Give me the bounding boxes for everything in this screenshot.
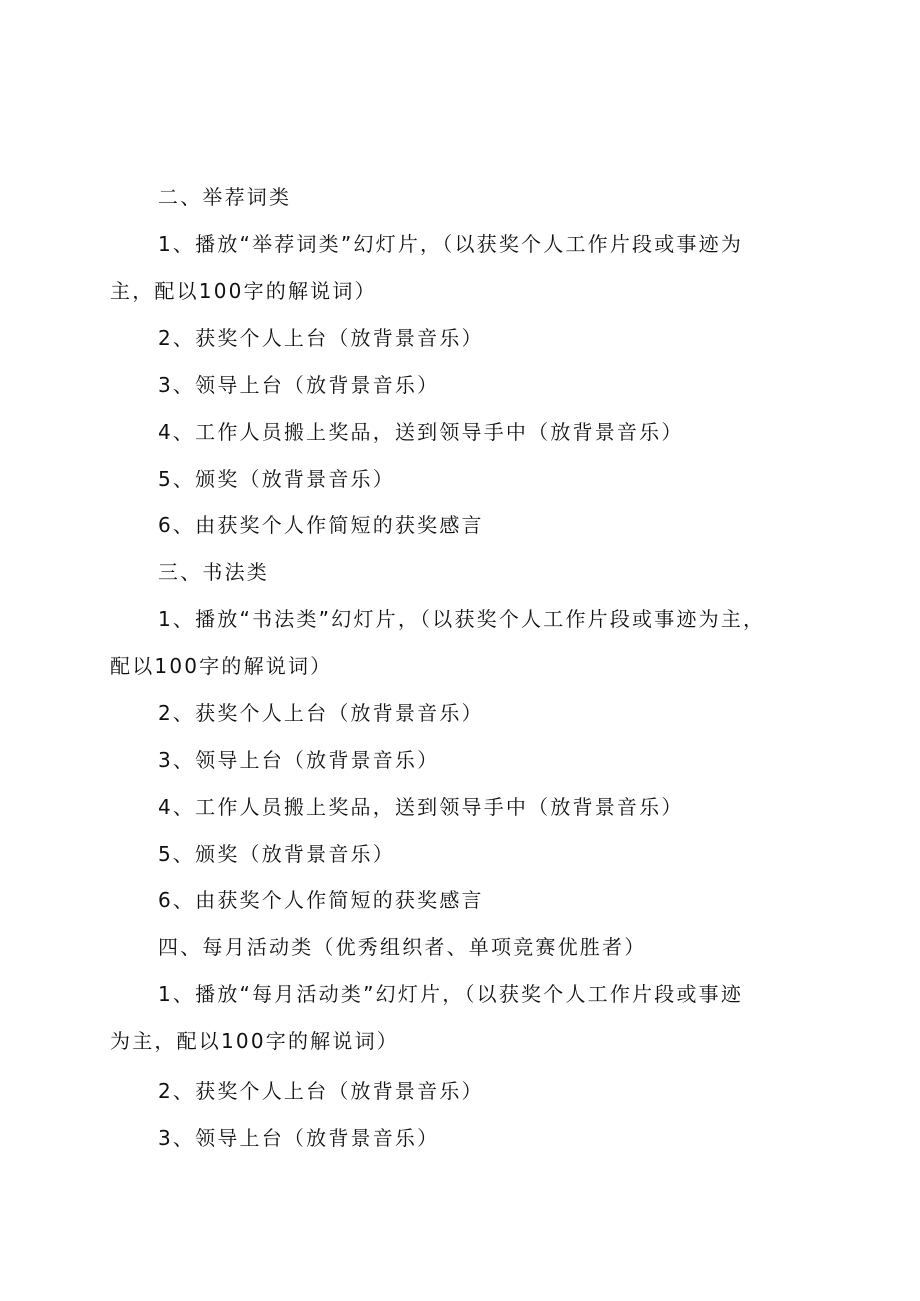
section-heading: 四、每月活动类（优秀组织者、单项竞赛优胜者）: [158, 935, 647, 959]
list-item: 3、领导上台（放背景音乐）: [158, 1126, 440, 1150]
list-item-continuation: 主，配以100字的解说词）: [110, 279, 377, 303]
list-item-continuation: 为主，配以100字的解说词）: [110, 1029, 399, 1053]
list-item: 1、播放“举荐词类”幻灯片，（以获奖个人工作片段或事迹为: [158, 232, 744, 256]
list-item: 3、领导上台（放背景音乐）: [158, 373, 440, 397]
list-item: 4、工作人员搬上奖品，送到领导手中（放背景音乐）: [158, 420, 684, 444]
list-item: 4、工作人员搬上奖品，送到领导手中（放背景音乐）: [158, 795, 684, 819]
list-item: 1、播放“书法类”幻灯片，（以获奖个人工作片段或事迹为主，: [158, 607, 766, 631]
list-item: 1、播放“每月活动类”幻灯片，（以获奖个人工作片段或事迹: [158, 982, 744, 1006]
list-item-continuation: 配以100字的解说词）: [110, 654, 333, 678]
list-item: 6、由获奖个人作简短的获奖感言: [158, 888, 484, 912]
list-item: 2、获奖个人上台（放背景音乐）: [158, 326, 484, 350]
list-item: 3、领导上台（放背景音乐）: [158, 748, 440, 772]
list-item: 2、获奖个人上台（放背景音乐）: [158, 701, 484, 725]
list-item: 5、颁奖（放背景音乐）: [158, 842, 395, 866]
list-item: 5、颁奖（放背景音乐）: [158, 467, 395, 491]
section-heading: 三、书法类: [158, 560, 269, 584]
section-heading: 二、举荐词类: [158, 185, 292, 209]
list-item: 6、由获奖个人作简短的获奖感言: [158, 513, 484, 537]
list-item: 2、获奖个人上台（放背景音乐）: [158, 1079, 484, 1103]
